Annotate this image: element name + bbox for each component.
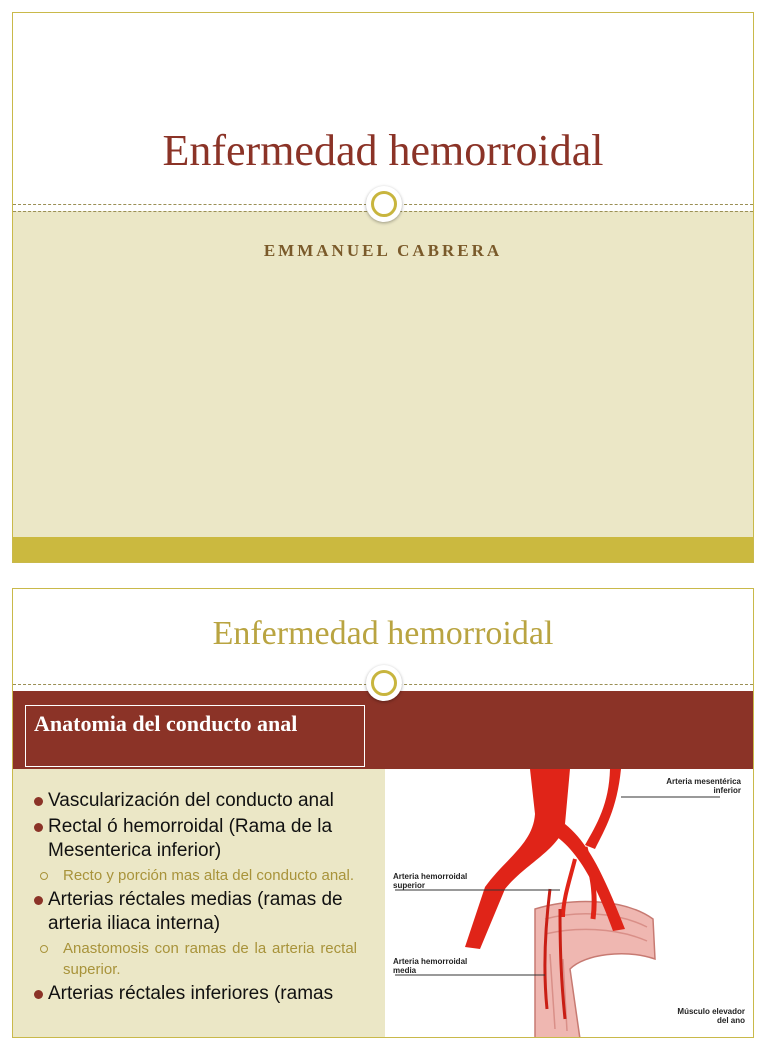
bullet-list bbox=[13, 789, 385, 1006]
section-header-band bbox=[13, 691, 753, 769]
section-title: Anatomia del conducto anal bbox=[25, 705, 365, 767]
content-slide[interactable] bbox=[12, 588, 754, 1038]
anatomy-illustration bbox=[385, 769, 754, 1038]
ring-ornament-icon bbox=[366, 186, 402, 222]
bullet-panel bbox=[13, 769, 385, 1038]
title-slide[interactable] bbox=[12, 12, 754, 563]
sub-bullet-item: Recto y porción mas alta del conducto anal. bbox=[13, 865, 385, 886]
label-musculo: Músculo elevador del ano bbox=[677, 1007, 745, 1025]
slide-title: Enfermedad hemorroidal bbox=[212, 615, 554, 652]
label-hemo-media: Arteria hemorroidal media bbox=[393, 957, 468, 975]
footer-band bbox=[13, 537, 753, 562]
artery-diagram-image bbox=[385, 769, 754, 1038]
author-name: EMMANUEL CABRERA bbox=[263, 241, 503, 260]
bullet-item: Arterias réctales medias (ramas de arteria iliaca interna) bbox=[13, 888, 385, 936]
slide-title: Enfermedad hemorroidal bbox=[162, 126, 604, 175]
label-mesenterica: Arteria mesentérica inferior bbox=[666, 777, 741, 795]
sub-bullet-item: Anastomosis con ramas de la arteria rectal superior. bbox=[13, 938, 385, 980]
bullet-item: Vascularización del conducto anal bbox=[13, 789, 385, 813]
ring-ornament-icon bbox=[366, 665, 402, 701]
artery-mesenteric bbox=[585, 769, 621, 849]
label-hemo-superior: Arteria hemorroidal superior bbox=[393, 872, 468, 890]
bullet-item: Rectal ó hemorroidal (Rama de la Mesenterica inferior) bbox=[13, 815, 385, 863]
bullet-item: Arterias réctales inferiores (ramas bbox=[13, 982, 385, 1006]
